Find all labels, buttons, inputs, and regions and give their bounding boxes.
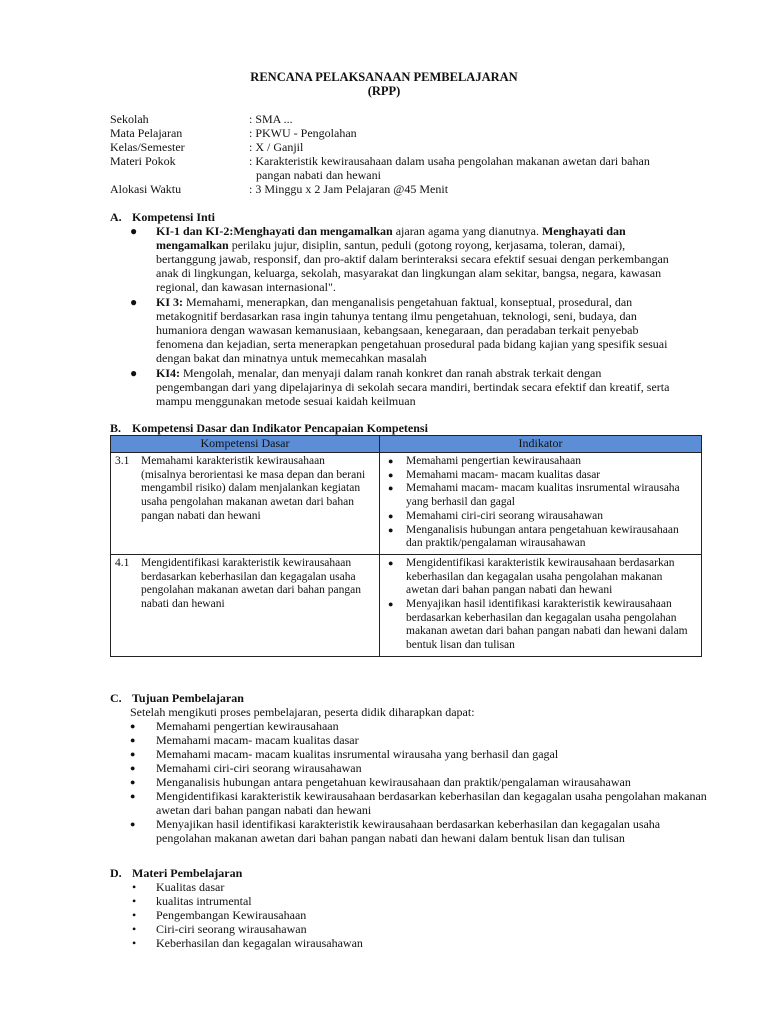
ki1-rest: perilaku jujur, disiplin, santun, peduli (gotong royong, kerjasama, toleran, damai), bertanggung jawab, responsif, dan pro-aktif dalam berinteraksi secara efektif sesuai dengan perkembangan anak di lingkungan, keluarga, sekolah, masyarakat dan lingkungan alam sekitar, bangsa, negara, kawasan regional, dan kawasan internasional". [156, 238, 669, 294]
table-cell-indicators [380, 453, 702, 555]
table-header-indikator: Indikator [380, 436, 702, 453]
indicator-item: ● Memahami ciri-ciri seorang wirausahawan [406, 510, 697, 524]
ki3-bold: KI 3: [156, 295, 183, 309]
section-c-letter: C. [110, 691, 122, 705]
section-c-title: Tujuan Pembelajaran [132, 691, 244, 705]
ki4-bold: KI4: [156, 366, 180, 380]
materials-list [130, 880, 710, 950]
ki1-text: ajaran agama yang dianutnya. [395, 224, 539, 238]
list-item: ● Memahami ciri-ciri seorang wirausahawan [130, 761, 710, 775]
bullet-icon: ● [130, 366, 138, 380]
table-row [111, 554, 702, 656]
identity-value-materi: : Karakteristik kewirausahaan dalam usaha pengolahan makanan awetan dari bahan [249, 154, 650, 168]
indicator-list [384, 557, 697, 653]
section-b-heading [110, 421, 428, 435]
identity-label-kelas: Kelas/Semester [110, 140, 185, 154]
identity-value-mapel: : PKWU - Pengolahan [249, 126, 357, 140]
ki4-text: Mengolah, menalar, dan menyaji dalam ranah konkret dan ranah abstrak terkait dengan pengembangan dari yang dipelajarinya di sekolah secara mandiri, bertindak secara efektif dan kreatif, serta mampu menggunakan metode sesuai kaidah keilmuan [156, 366, 670, 408]
identity-label-sekolah: Sekolah [110, 112, 149, 126]
list-item: • Kualitas dasar [130, 880, 710, 894]
list-item: ● Memahami pengertian kewirausahaan [130, 719, 710, 733]
identity-value-alokasi: : 3 Minggu x 2 Jam Pelajaran @45 Menit [249, 182, 449, 196]
table-cell-kd [111, 453, 380, 555]
section-a-letter: A. [110, 210, 122, 224]
section-d-heading [110, 866, 242, 880]
section-a-title: Kompetensi Inti [132, 210, 216, 224]
section-b-title: Kompetensi Dasar dan Indikator Pencapaian Kompetensi [132, 421, 428, 435]
table-cell-indicators [380, 554, 702, 656]
indicator-item: ● Menyajikan hasil identifikasi karakteristik kewirausahaan berdasarkan keberhasilan dan kegagalan usaha pengolahan makanan awetan dari bahan pangan nabati dan hewani dalam bentuk lisan dan tulisan [406, 598, 697, 653]
identity-value-sekolah: : SMA ... [249, 112, 293, 126]
section-c-intro: Setelah mengikuti proses pembelajaran, peserta didik diharapkan dapat: [130, 705, 475, 719]
section-a-heading [110, 210, 215, 224]
identity-value-kelas: : X / Ganjil [249, 140, 304, 154]
table-header-row [111, 436, 702, 453]
ki-4-text [156, 366, 676, 408]
section-d-title: Materi Pembelajaran [132, 866, 243, 880]
list-item: • Ciri-ciri seorang wirausahawan [130, 922, 710, 936]
table-header-kd: Kompetensi Dasar [111, 436, 380, 453]
kd-text: Mengidentifikasi karakteristik kewirausahaan berdasarkan keberhasilan dan kegagalan usaha pengolahan makanan awetan dari bahan pangan nabati dan hewani [141, 556, 361, 611]
ki1-bold2: Menghayati dan mengamalkan [156, 224, 626, 252]
indicator-item: ● Memahami macam- macam kualitas insrumental wirausaha yang berhasil dan gagal [406, 482, 697, 509]
ki-1-2-text [156, 224, 676, 294]
identity-label-materi: Materi Pokok [110, 154, 176, 168]
list-item: ● Mengidentifikasi karakteristik kewirausahaan berdasarkan keberhasilan dan kegagalan usaha pengolahan makanan awetan dari bahan pangan nabati dan hewani [130, 789, 710, 817]
kd-number: 3.1 [115, 455, 130, 467]
indicator-item: ● Menganalisis hubungan antara pengetahuan kewirausahaan dan praktik/pengalaman wirausahawan [406, 524, 697, 551]
identity-label-mapel: Mata Pelajaran [110, 126, 183, 140]
list-item: • Keberhasilan dan kegagalan wirausahawan [130, 936, 710, 950]
indicator-item: ● Memahami pengertian kewirausahaan [406, 455, 697, 469]
identity-value-materi-cont: pangan nabati dan hewani [256, 168, 381, 182]
list-item: • Pengembangan Kewirausahaan [130, 908, 710, 922]
indicator-item: ● Memahami macam- macam kualitas dasar [406, 469, 697, 483]
ki-3-text [156, 295, 676, 365]
competency-table [110, 435, 702, 657]
table-cell-kd [111, 554, 380, 656]
document-title: RENCANA PELAKSANAAN PEMBELAJARAN [250, 70, 518, 84]
objectives-list [130, 719, 710, 845]
list-item: ● Menyajikan hasil identifikasi karakteristik kewirausahaan berdasarkan keberhasilan dan kegagalan usaha pengolahan makanan awetan dari bahan pangan nabati dan hewani dalam bentuk lisan dan tulisan [130, 817, 710, 845]
ki3-text: Memahami, menerapkan, dan menganalisis pengetahuan faktual, konseptual, prosedural, dan metakognitif berdasarkan rasa ingin tahunya tentang ilmu pengetahuan, teknologi, seni, budaya, dan humaniora dengan wawasan kemanusiaan, kebangsaan, kenegaraan, dan peradaban terkait penyebab fenomena dan kejadian, serta menerapkan pengetahuan prosedural pada bidang kajian yang spesifik sesuai dengan bakat dan minatnya untuk memecahkan masalah [156, 295, 668, 365]
list-item: ● Memahami macam- macam kualitas insrumental wirausaha yang berhasil dan gagal [130, 747, 710, 761]
section-c-heading [110, 691, 244, 705]
table-row [111, 453, 702, 555]
kd-number: 4.1 [115, 556, 130, 569]
section-b-letter: B. [110, 421, 122, 435]
section-d-letter: D. [110, 866, 122, 880]
identity-label-alokasi: Alokasi Waktu [110, 182, 182, 196]
indicator-list [384, 455, 697, 551]
bullet-icon: ● [130, 295, 138, 309]
indicator-item: ● Mengidentifikasi karakteristik kewirausahaan berdasarkan keberhasilan dan kegagalan usaha pengolahan makanan awetan dari bahan pangan nabati dan hewani [406, 557, 697, 598]
bullet-icon: ● [130, 224, 138, 238]
ki1-bold: KI-1 dan KI-2:Menghayati dan mengamalkan [156, 224, 393, 238]
list-item: ● Menganalisis hubungan antara pengetahuan kewirausahaan dan praktik/pengalaman wirausahawan [130, 775, 710, 789]
list-item: ● Memahami macam- macam kualitas dasar [130, 733, 710, 747]
list-item: • kualitas intrumental [130, 894, 710, 908]
kd-text: Memahami karakteristik kewirausahaan (misalnya berorientasi ke masa depan dan berani mengambil risiko) dalam menjalankan kegiatan usaha pengolahan makanan awetan dari bahan pangan nabati dan hewani [141, 455, 366, 522]
document-subtitle: (RPP) [367, 84, 401, 98]
